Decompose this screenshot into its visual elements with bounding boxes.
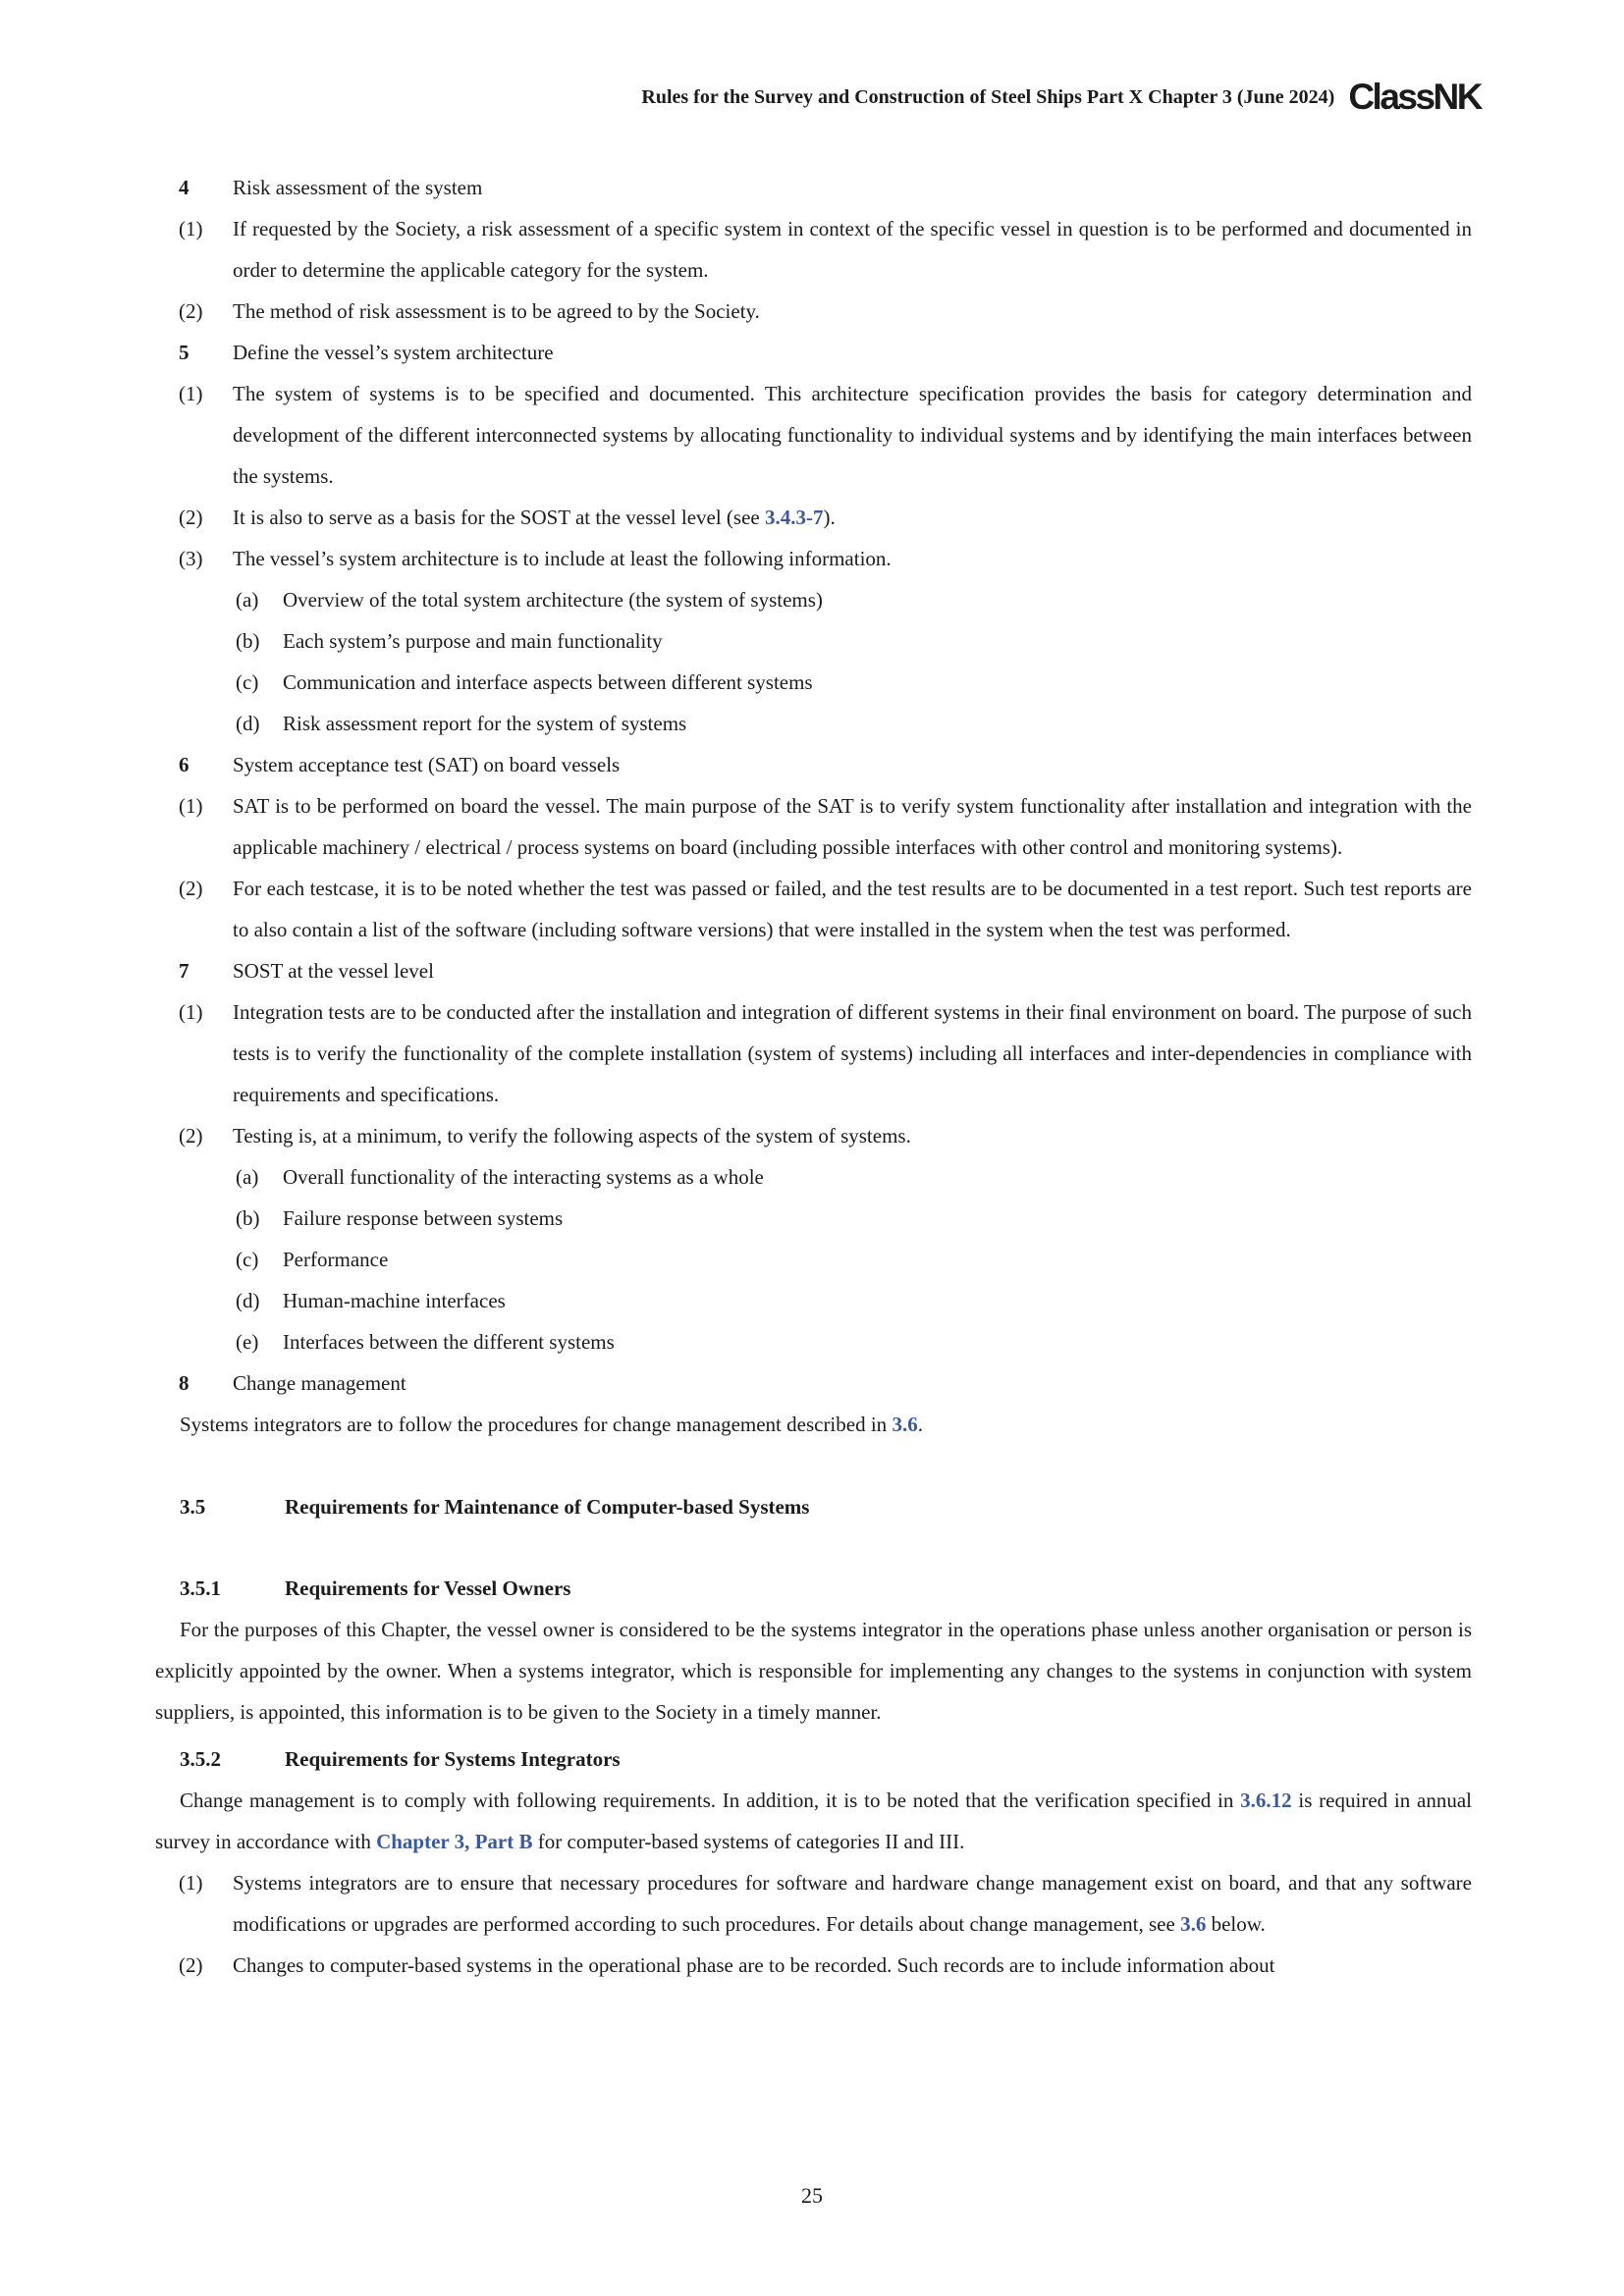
text-run: is required in annual survey in accordance with (155, 1789, 1472, 1853)
item-marker: (3) (179, 547, 203, 570)
item-marker: (a) (236, 588, 259, 612)
item-marker: (c) (236, 1248, 259, 1271)
page-header (155, 79, 1481, 115)
section-heading (155, 1738, 1472, 1780)
text-run: Each system’s purpose and main functionality (283, 629, 663, 653)
list-item (155, 1945, 1472, 1986)
text-run: ). (823, 506, 836, 529)
item-marker: 3.5 (180, 1495, 206, 1519)
item-marker: (e) (236, 1330, 259, 1354)
text-run: SAT is to be performed on board the vessel. The main purpose of the SAT is to verify system functionality after installation and integration with the applicable machinery / electrical / process systems on board (including possible interfaces with other control and monitoring systems). (233, 794, 1472, 859)
text-run: Define the vessel’s system architecture (233, 341, 554, 364)
item-marker: (1) (179, 1000, 203, 1024)
item-marker: (d) (236, 712, 260, 735)
list-item (155, 785, 1472, 868)
text-run: Human-machine interfaces (283, 1289, 506, 1312)
item-marker: (b) (236, 629, 260, 653)
text-run: Change management is to comply with following requirements. In addition, it is to be noted that the verification specified in (180, 1789, 1241, 1812)
item-marker: (d) (236, 1289, 260, 1312)
item-marker: (1) (179, 1871, 203, 1895)
text-run: Changes to computer-based systems in the operational phase are to be recorded. Such records are to include information about (233, 1953, 1275, 1977)
list-item (155, 620, 1472, 662)
cross-reference-link[interactable]: 3.6 (892, 1413, 918, 1436)
list-item (155, 1156, 1472, 1198)
text-run: For each testcase, it is to be noted whether the test was passed or failed, and the test results are to be documented in a test report. Such test reports are to also contain a list of the software (including software versions) that were installed in the system when the test was performed. (233, 877, 1472, 941)
list-item (155, 167, 1472, 208)
item-marker: (2) (179, 506, 203, 529)
text-run: Communication and interface aspects between different systems (283, 670, 813, 694)
paragraph (155, 1404, 1472, 1445)
text-run: The method of risk assessment is to be agreed to by the Society. (233, 299, 760, 323)
text-run: Performance (283, 1248, 389, 1271)
section-heading (155, 1486, 1472, 1527)
list-item (155, 1239, 1472, 1280)
item-marker: (1) (179, 382, 203, 405)
cross-reference-link[interactable]: 3.6 (1180, 1912, 1207, 1936)
text-run: SOST at the vessel level (233, 959, 434, 983)
text-run: Testing is, at a minimum, to verify the following aspects of the system of systems. (233, 1124, 911, 1148)
item-marker: (2) (179, 1953, 203, 1977)
list-item (155, 1321, 1472, 1362)
text-run: for computer-based systems of categories II and III. (532, 1830, 965, 1853)
list-item (155, 1862, 1472, 1945)
content (155, 167, 1472, 1986)
text-run: If requested by the Society, a risk assessment of a specific system in context of the specific vessel in question is to be performed and documented in order to determine the applicable category for the system. (233, 217, 1472, 282)
item-marker: (b) (236, 1206, 260, 1230)
item-marker: 8 (179, 1371, 189, 1395)
item-marker: 3.5.2 (180, 1747, 221, 1771)
text-run: Systems integrators are to follow the procedures for change management described in (180, 1413, 893, 1436)
heading-title: Requirements for Maintenance of Computer-based Systems (285, 1495, 810, 1519)
list-item (155, 703, 1472, 744)
item-marker: 3.5.1 (180, 1576, 221, 1600)
page-number: 25 (801, 2183, 823, 2208)
list-item (155, 208, 1472, 291)
list-item (155, 991, 1472, 1115)
item-marker: 5 (179, 341, 189, 364)
text-run: Overview of the total system architecture (the system of systems) (283, 588, 823, 612)
item-marker: (1) (179, 217, 203, 240)
list-item (155, 1362, 1472, 1404)
cross-reference-link[interactable]: 3.4.3-7 (764, 506, 824, 529)
item-marker: (2) (179, 1124, 203, 1148)
cross-reference-link[interactable]: 3.6.12 (1240, 1789, 1292, 1812)
list-item (155, 538, 1472, 579)
item-marker: 6 (179, 753, 189, 776)
list-item (155, 332, 1472, 373)
list-item (155, 868, 1472, 950)
paragraph (155, 1609, 1472, 1733)
item-marker: 7 (179, 959, 189, 983)
text-run: The vessel’s system architecture is to include at least the following information. (233, 547, 892, 570)
heading-title: Requirements for Systems Integrators (285, 1747, 621, 1771)
text-run: System acceptance test (SAT) on board vessels (233, 753, 621, 776)
text-run: Integration tests are to be conducted after the installation and integration of different systems in their final environment on board. The purpose of such tests is to verify the functionality of the complete installation (system of systems) including all interfaces and inter-dependencies in compliance with requirements and specifications. (233, 1000, 1472, 1106)
list-item (155, 744, 1472, 785)
cross-reference-link[interactable]: Chapter 3, Part B (376, 1830, 533, 1853)
text-run: The system of systems is to be specified and documented. This architecture specification provides the basis for category determination and development of the different interconnected systems by allocating functionality to individual systems and by identifying the main interfaces between the systems. (233, 382, 1472, 488)
text-run: Systems integrators are to ensure that necessary procedures for software and hardware change management exist on board, and that any software modifications or upgrades are performed according to such procedures. For details about change management, see (233, 1871, 1472, 1936)
item-marker: (2) (179, 299, 203, 323)
heading-title: Requirements for Vessel Owners (285, 1576, 571, 1600)
list-item (155, 662, 1472, 703)
text-run: Overall functionality of the interacting systems as a whole (283, 1165, 764, 1189)
list-item (155, 373, 1472, 497)
text-run: Risk assessment of the system (233, 176, 483, 199)
list-item (155, 291, 1472, 332)
list-item (155, 1115, 1472, 1156)
text-run: Failure response between systems (283, 1206, 564, 1230)
list-item (155, 497, 1472, 538)
text-run: For the purposes of this Chapter, the vessel owner is considered to be the systems integrator in the operations phase unless another organisation or person is explicitly appointed by the owner. When a systems integrator, which is responsible for implementing any changes to the systems in conjunction with system suppliers, is appointed, this information is to be given to the Society in a timely manner. (155, 1618, 1472, 1724)
item-marker: (c) (236, 670, 259, 694)
paragraph (155, 1780, 1472, 1862)
text-run: Interfaces between the different systems (283, 1330, 615, 1354)
section-heading (155, 1568, 1472, 1609)
text-run: Change management (233, 1371, 406, 1395)
text-run: . (917, 1413, 923, 1436)
item-marker: 4 (179, 176, 189, 199)
header-title: Rules for the Survey and Construction of Steel Ships Part X Chapter 3 (June 2024) (641, 85, 1335, 108)
list-item (155, 950, 1472, 991)
text-run: below. (1206, 1912, 1266, 1936)
item-marker: (1) (179, 794, 203, 818)
text-run: Risk assessment report for the system of systems (283, 712, 687, 735)
list-item (155, 579, 1472, 620)
item-marker: (2) (179, 877, 203, 900)
list-item (155, 1198, 1472, 1239)
item-marker: (a) (236, 1165, 259, 1189)
list-item (155, 1280, 1472, 1321)
classnk-logo: ClassNK (1348, 77, 1481, 117)
text-run: It is also to serve as a basis for the SOST at the vessel level (see (233, 506, 765, 529)
